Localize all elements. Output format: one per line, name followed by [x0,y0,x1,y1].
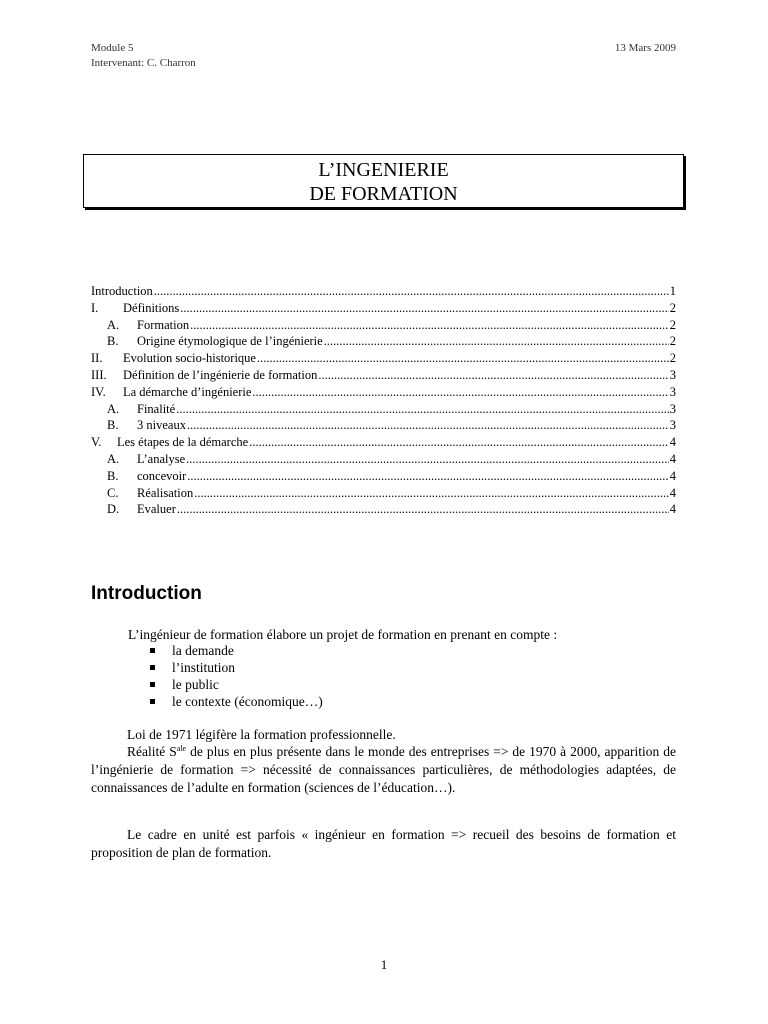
toc-entry-number: V. [91,435,102,450]
toc-entry[interactable] [91,485,676,502]
toc-leader [194,485,669,502]
toc-entry-number: A. [107,451,120,466]
module-label: Module 5 [91,42,134,54]
toc-entry-page: 4 [669,485,676,500]
toc-leader [154,283,669,300]
speaker-label: Intervenant: C. Charron [91,57,196,69]
toc-leader [187,468,668,485]
toc-leader [318,367,668,384]
toc-entry-number: C. [107,485,119,500]
toc-leader [176,401,669,418]
page-header-left [91,41,196,71]
toc-entry-text: Introduction [91,284,153,298]
toc-entry-page: 1 [669,284,676,298]
toc-entry-number: A. [107,401,120,416]
toc-entry[interactable] [91,333,676,350]
toc-entry-text: concevoir [137,468,187,483]
toc-entry[interactable] [91,401,676,418]
toc-entry-text: Définitions [123,300,180,315]
toc-entry[interactable] [91,367,676,384]
toc-entry-number: B. [107,418,119,433]
title-line-1: L’INGENIERIE [318,159,449,181]
toc-entry-text: Origine étymologique de l’ingénierie [137,334,323,349]
toc-entry[interactable] [91,501,676,518]
toc-entry-number: B. [107,334,119,349]
toc-entry[interactable] [91,434,676,451]
toc-entry-text: Définition de l’ingénierie de formation [123,367,318,382]
toc-entry-text: Les étapes de la démarche [117,435,249,450]
toc-entry-text: Formation [137,317,190,332]
paragraph-reality-rest: de plus en plus présente dans le monde des entreprises => de 1970 à 2000, apparition de l’ingénierie de formation => nécessité de connaissances particulières, de méthodologies adaptées, de connaissances de l’adulte en formation (sciences de l’éducation…). [91,744,676,795]
toc-entry-text: La démarche d’ingénierie [123,384,252,399]
list-item: le contexte (économique…) [150,693,323,710]
paragraph-reality-start: Réalité S [127,744,177,759]
toc-entry-page: 4 [669,435,676,450]
toc-entry-text: 3 niveaux [137,418,186,433]
toc-leader [177,501,669,518]
toc-entry-number: II. [91,351,103,366]
toc-entry-page: 2 [669,317,676,332]
toc-entry-number: D. [107,502,120,517]
toc-entry[interactable] [91,283,676,300]
intro-bullet-list [150,642,323,710]
toc-entry-page: 4 [669,451,676,466]
section-heading-introduction: Introduction [91,583,202,604]
toc-entry-text: Evaluer [137,502,176,517]
list-item: l’institution [150,659,323,676]
toc-entry[interactable] [91,417,676,434]
toc-entry[interactable] [91,451,676,468]
toc-entry[interactable] [91,384,676,401]
toc-leader [252,384,668,401]
toc-entry-number: B. [107,468,119,483]
toc-entry-page: 4 [669,468,676,483]
toc-leader [180,300,669,317]
superscript-ale: ale [176,744,187,753]
toc-entry-page: 3 [669,367,676,382]
header-date: 13 Mars 2009 [614,42,676,54]
toc-leader [190,317,669,334]
toc-entry-page: 2 [669,334,676,349]
toc-entry-number: IV. [91,384,106,399]
toc-leader [186,451,669,468]
paragraph-law-1971: Loi de 1971 légifère la formation professionnelle. [127,727,396,742]
toc-entry-number: I. [91,300,99,315]
intro-lead-sentence: L’ingénieur de formation élabore un projet de formation en prenant en compte : [128,627,558,642]
table-of-contents [91,283,676,518]
toc-entry-page: 3 [669,384,676,399]
toc-entry-text: Finalité [137,401,176,416]
toc-entry[interactable] [91,468,676,485]
list-item: le public [150,676,323,693]
toc-entry-text: L’analyse [137,451,186,466]
toc-entry-page: 2 [669,351,676,366]
toc-entry-number: III. [91,367,107,382]
toc-entry[interactable] [91,300,676,317]
toc-entry-page: 4 [669,502,676,517]
list-item: la demande [150,642,323,659]
paragraph-cadre: Le cadre en unité est parfois « ingénieur en formation => recueil des besoins de formation et proposition de plan de formation. [91,827,676,860]
toc-leader [249,434,669,451]
paragraph-reality [91,743,676,797]
toc-entry-page: 3 [669,401,676,416]
toc-entry-page: 3 [669,418,676,433]
toc-leader [187,417,669,434]
toc-entry-page: 2 [669,300,676,315]
toc-leader [257,350,669,367]
toc-entry-text: Réalisation [137,485,194,500]
toc-entry-number: A. [107,317,120,332]
toc-entry[interactable] [91,317,676,334]
title-line-2: DE FORMATION [309,183,458,205]
toc-leader [324,333,669,350]
toc-entry-text: Evolution socio-historique [123,351,256,366]
toc-entry[interactable] [91,350,676,367]
document-title-box [83,154,684,208]
page-number: 1 [380,957,388,972]
